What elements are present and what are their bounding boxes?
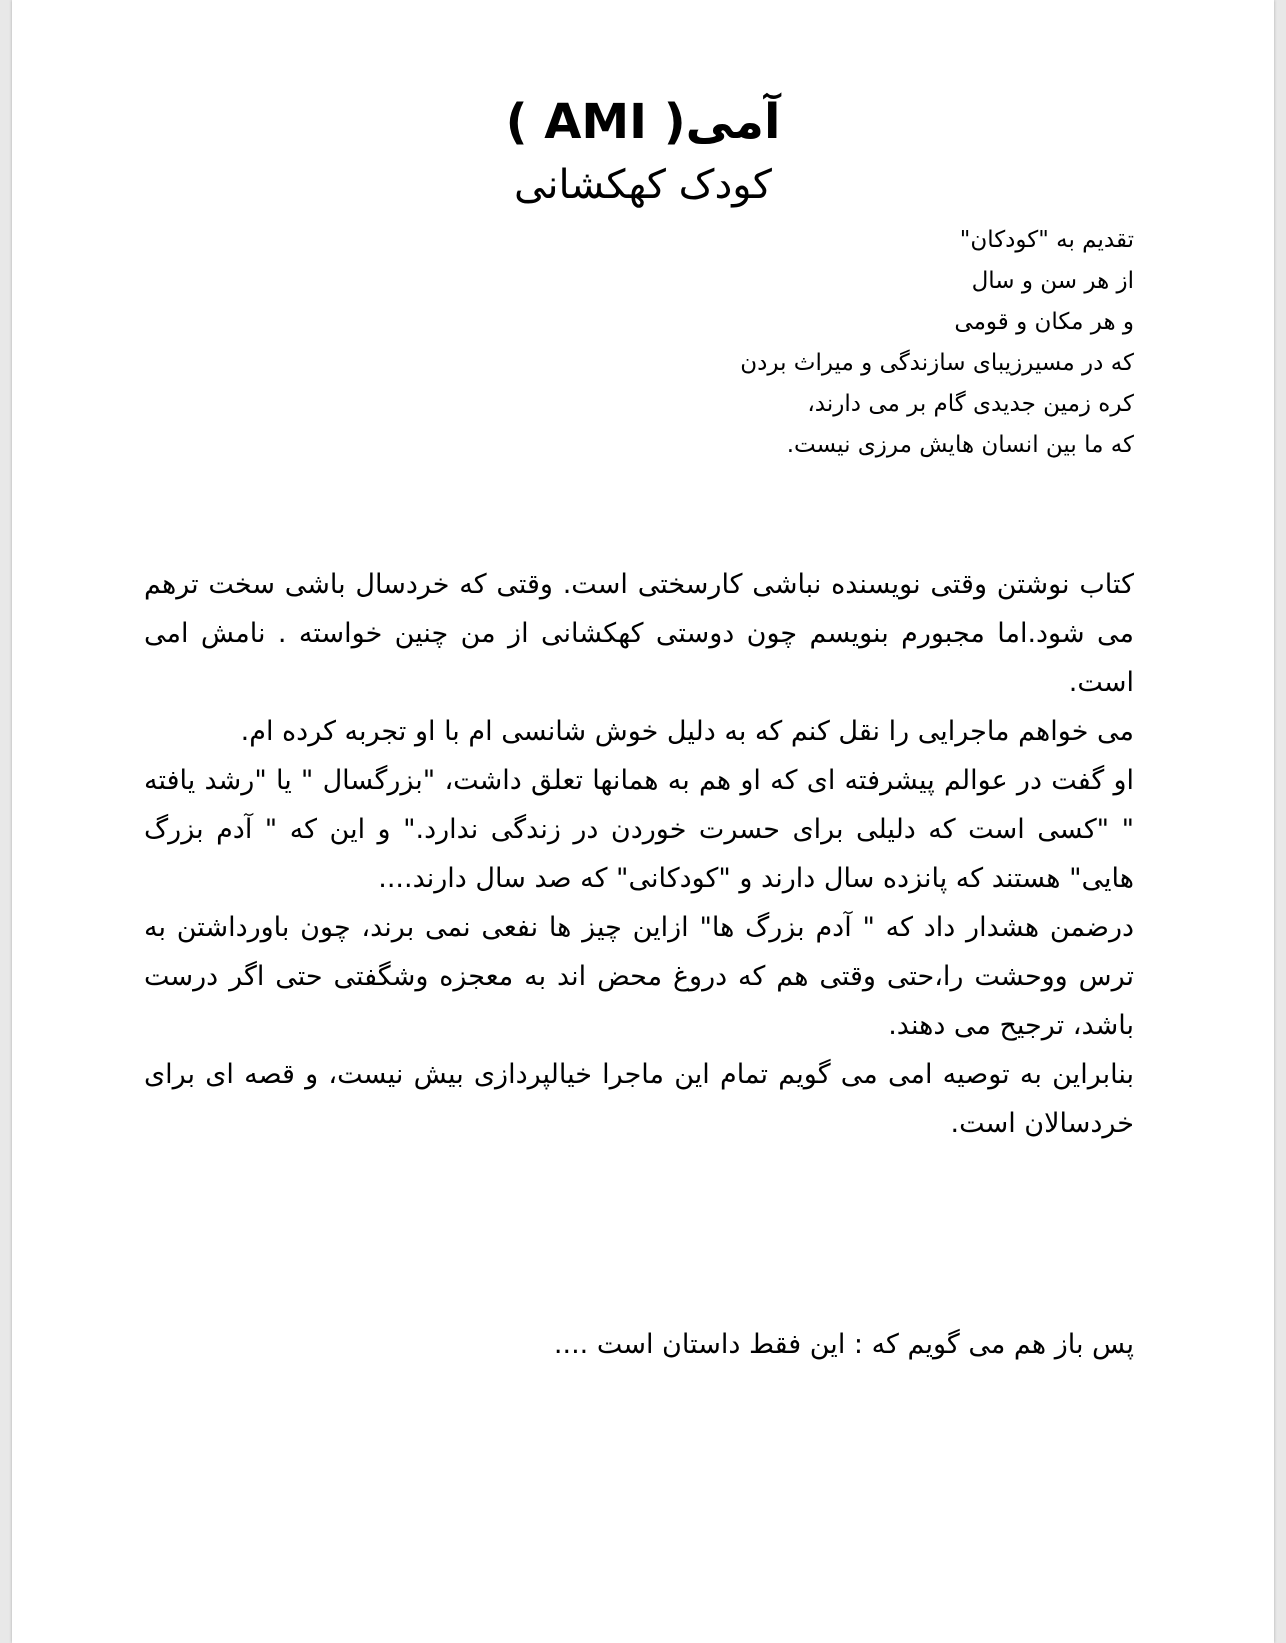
book-title: آمی( AMI ) [505, 94, 781, 150]
paragraph: درضمن هشدار داد که " آدم بزرگ ها" ازاین چیز ها نفعی نمی برند، چون باورداشتن به ترس ووحشت را،حتی وقتی هم که دروغ محض اند به معجزه وشگفتی حتی اگر درست باشد، ترجیح می دهند. [144, 912, 1134, 1041]
paragraph: او گفت در عوالم پیشرفته ای که او هم به همانها تعلق داشت، "بزرگسال " یا "رشد یافته " "کسی است که دلیلی برای حسرت خوردن در زندگی ندارد." و این که " آدم بزرگ هایی" هستند که پانزده سال دارند و "کودکانی" که صد سال دارند.... [144, 765, 1134, 894]
book-subtitle: کودک کهکشانی [514, 162, 772, 208]
dedication-line: که در مسیرزیبای سازندگی و میراث بردن [740, 350, 1134, 376]
dedication-line: و هر مکان و قومی [954, 309, 1134, 335]
paragraph: بنابراین به توصیه امی می گویم تمام این ماجرا خیالپردازی بیش نیست، و قصه ای برای خردسالان است. [144, 1059, 1134, 1139]
paragraph: می خواهم ماجرایی را نقل کنم که به دلیل خوش شانسی ام با او تجربه کرده ام. [240, 716, 1134, 747]
dedication-line: از هر سن و سال [971, 268, 1134, 294]
document-page [12, 0, 1274, 1643]
dedication-line: که ما بین انسان هایش مرزی نیست. [786, 432, 1134, 458]
dedication-line: تقدیم به "کودکان" [959, 227, 1134, 253]
dedication-line: کره زمین جدیدی گام بر می دارند، [807, 391, 1134, 417]
body-text [144, 560, 1134, 1148]
closing-line: پس باز هم می گویم که : این فقط داستان است .... [553, 1329, 1134, 1360]
dedication [634, 220, 1134, 466]
paragraph: کتاب نوشتن وقتی نویسنده نباشی کارسختی است. وقتی که خردسال باشی سخت ترهم می شود.اما مجبورم بنویسم چون دوستی کهکشانی از من چنین خواسته . نامش امی است. [144, 569, 1134, 698]
